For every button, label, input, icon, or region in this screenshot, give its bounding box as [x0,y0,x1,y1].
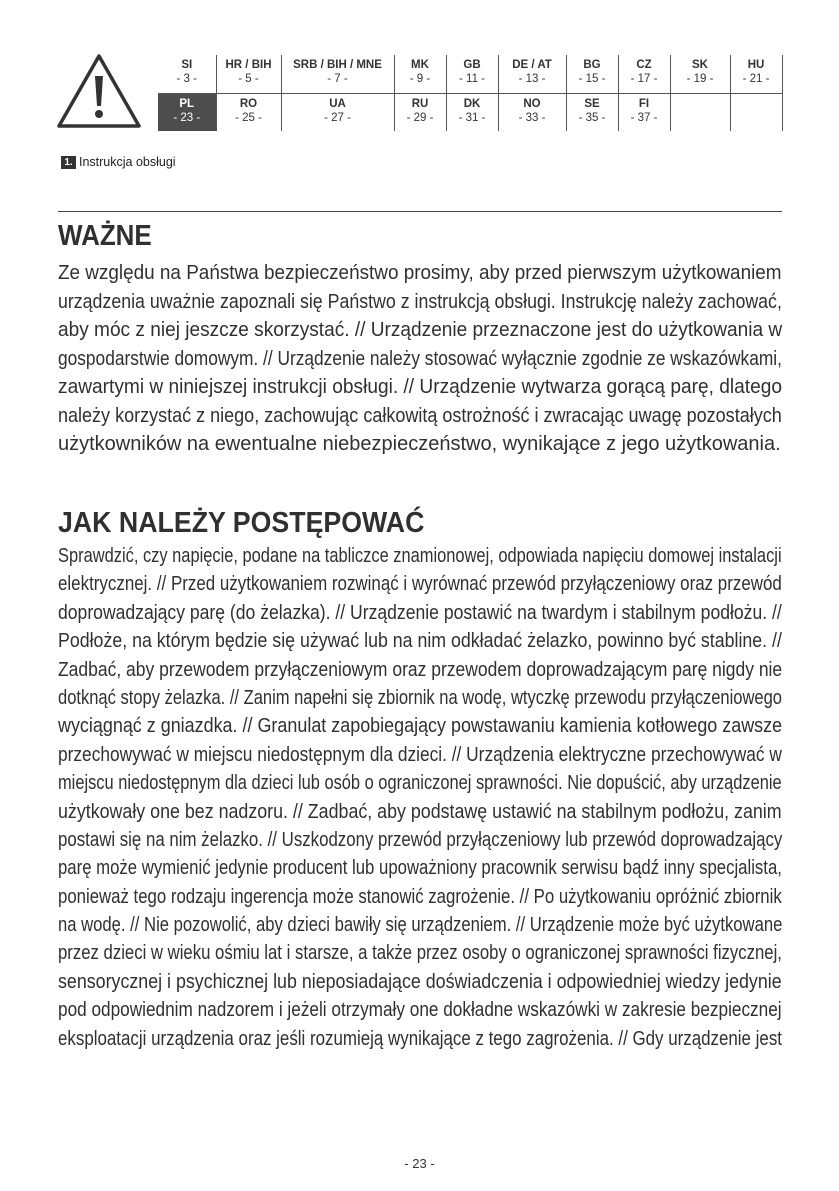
language-code: SRB / BIH / MNE [293,59,382,71]
language-code: SI [181,59,193,71]
page-number: - 23 - [404,1156,435,1171]
text-line: gospodarstwie domowym. // Urządzenie należy stosować wyłącznie zgodnie ze wskazówkami, [58,347,782,370]
language-page: - 11 - [459,73,485,85]
language-cell [158,93,216,131]
text-line: dotknąć stopy żelazka. // Zanim napełni się zbiornik na wodę, wtyczkę przewodu przyłączeniowego [58,686,782,709]
text-line: postawi się na nim żelazko. // Uszkodzony przewód przyłączeniowy lub przewód doprowadzający [58,828,783,851]
language-page: - 33 - [518,111,546,124]
language-page: - 29 - [406,111,434,124]
text-line: należy korzystać z niego, zachowując całkowitą ostrożność i zwracając uwagę pozostałych [58,404,782,427]
text-line: zawartymi w niniejszej instrukcji obsługi. // Urządzenie wytwarza gorącą parę, dlatego [58,376,782,398]
language-cell [618,93,670,131]
language-code: RU [411,97,429,110]
language-cell [216,55,281,93]
language-code: PL [179,97,195,110]
language-cell [158,55,216,93]
language-code: UA [329,97,346,110]
language-cell [216,93,281,131]
text-line: urządzenia uważnie zapoznali się Państwo z instrukcją obsługi. Instrukcję należy zachować, [58,290,782,313]
language-row-1 [158,55,782,93]
language-index-table [158,55,783,131]
language-cell [730,55,782,93]
language-cell [498,93,566,131]
text-line: aby móc z niej jeszcze skorzystać. // Urządzenie przeznaczone jest do użytkowania w [58,319,783,341]
heading-howto: JAK NALEŻY POSTĘPOWAĆ [58,507,425,539]
language-code: SK [692,59,708,71]
language-page: - 15 - [578,73,606,85]
language-page: - 5 - [238,73,259,85]
language-page: - 7 - [327,73,348,85]
language-page: - 13 - [518,73,546,85]
language-cell [670,93,730,131]
language-code: RO [239,97,258,110]
manual-label [61,155,176,169]
language-code: SE [584,97,600,110]
warning-triangle-icon [55,52,143,132]
language-code: DE / AT [512,59,552,71]
text-line: elektrycznej. // Przed użytkowaniem rozwinąć i wyrównać przewód przyłączeniowy oraz przewód [58,573,782,596]
language-code: NO [523,97,541,110]
language-cell [446,55,498,93]
language-code: HU [747,59,765,71]
language-cell [394,55,446,93]
language-cell [618,55,670,93]
language-page: - 19 - [686,73,714,85]
language-page: - 27 - [324,111,351,124]
text-line: sensorycznej i psychicznej lub nieposiadające doświadczenia i odpowiedniej wiedzy jedynie [58,970,782,993]
text-line: miejscu niedostępnym dla dzieci lub osób o ograniczonej sprawności. Nie dopuścić, aby urządzenie [58,772,782,795]
text-line: Podłoże, na którym będzie się używać lub na nim odkładać żelazko, powinno być stabline. // [58,630,782,653]
language-page: - 21 - [742,73,770,85]
language-cell [730,93,782,131]
language-page: - 37 - [630,111,658,124]
language-code: MK [411,59,429,71]
language-row-2 [158,93,782,131]
language-code: DK [463,97,481,110]
language-code: FI [638,97,650,110]
text-line: na wodę. // Nie pozowolić, aby dzieci bawiły się urządzeniem. // Urządzenie może być użytkowane [58,914,783,937]
text-line: eksploatacji urządzenia oraz jeśli rozumieją wynikające z tego zagrożenia. // Gdy urządzenie jest [58,1027,782,1050]
text-line: użytkowały one bez nadzoru. // Zadbać, aby podstawę ustawić na stabilnym podłożu, zanim [58,800,782,823]
manual-label-text: Instrukcja obsługi [79,155,176,169]
language-cell [566,55,618,93]
text-line: Sprawdzić, czy napięcie, podane na tabliczce znamionowej, odpowiada napięciu domowej instalacji [58,545,782,567]
text-line: przez dzieci w wieku ośmiu lat i starsze, a także przez osoby o ograniczonej sprawności fizycznej, [58,942,782,965]
language-page: - 3 - [176,73,197,85]
language-page: - 35 - [578,111,606,124]
manual-number-badge: 1. [61,156,76,169]
text-line: Zadbać, aby przewodem przyłączeniowym oraz przewodem doprowadzającym parę nigdy nie [58,658,783,681]
language-cell [566,93,618,131]
language-page: - 17 - [630,73,658,85]
language-code: CZ [636,59,652,71]
paragraph-howto [58,542,782,1053]
text-line: Ze względu na Państwa bezpieczeństwo prosimy, aby przed pierwszym użytkowaniem [58,262,782,284]
text-line: parę może wymienić jedynie producent lub upoważniony pracownik serwisu bądź inny specjalista, [58,857,782,880]
text-line: przechowywać w miejscu niedostępnym dla dzieci. // Urządzenia elektryczne przechowywać w [58,743,782,766]
text-line: wyciągnąć z gniazdka. // Granulat zapobiegający powstawaniu kamienia kotłowego zawsze [58,715,783,738]
language-code: HR / BIH [225,59,272,71]
text-line: ponieważ tego rodzaju ingerencja może stanowić zagrożenie. // Po użytkowaniu opróżnić zbiornik [58,885,782,908]
language-page: - 23 - [173,111,201,124]
language-page: - 25 - [235,111,262,124]
language-cell [446,93,498,131]
language-code: GB [463,59,481,71]
text-line: doprowadzający parę (do żelazka). // Urządzenie postawić na twardym i stabilnym podłożu. // [58,601,782,624]
text-line: pod odpowiednim nadzorem i jeżeli otrzymały one dokładne wskazówki w zakresie bezpiecznej [58,999,782,1022]
heading-important: WAŻNE [58,220,152,252]
section-divider [58,211,782,212]
language-cell [670,55,730,93]
language-cell [281,55,394,93]
paragraph-important [58,259,782,459]
language-code: BG [583,59,601,71]
language-page: - 9 - [409,73,431,85]
language-cell [281,93,394,131]
text-line: użytkowników na ewentualne niebezpieczeństwo, wynikające z jego użytkowania. [58,433,781,455]
language-cell [394,93,446,131]
language-cell [498,55,566,93]
language-page: - 31 - [458,111,486,124]
